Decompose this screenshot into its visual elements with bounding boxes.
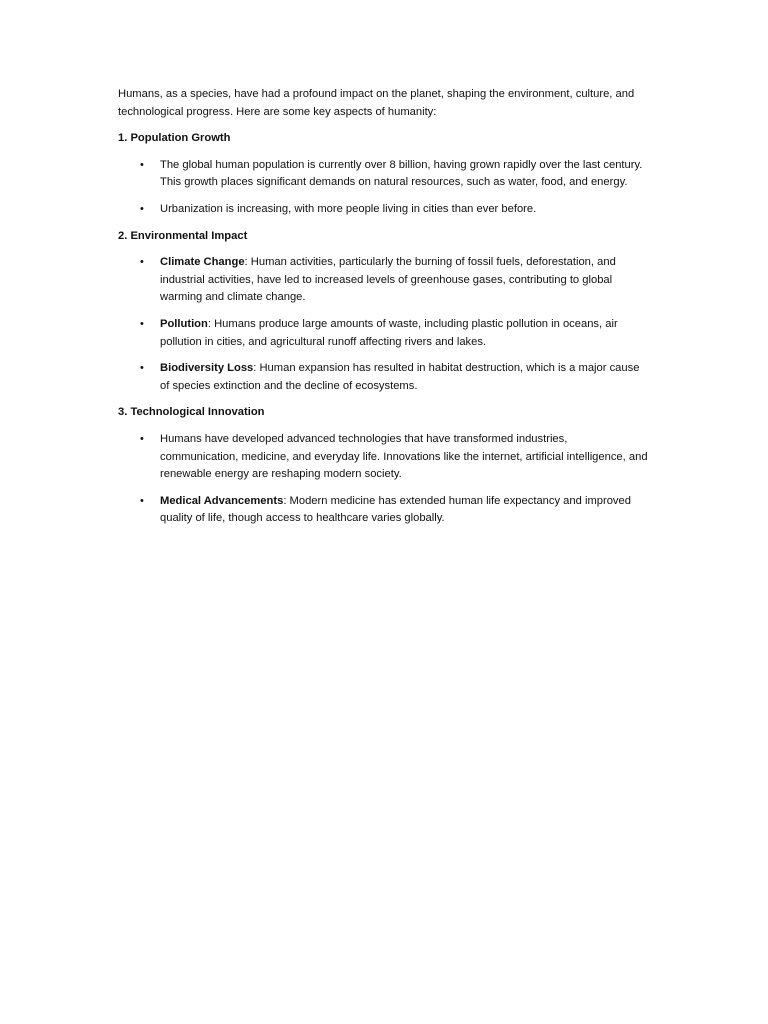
list-item-term: Biodiversity Loss (160, 362, 254, 375)
section-heading-technological-innovation: 3. Technological Innovation (118, 406, 265, 419)
list-item-term: Medical Advancements (160, 494, 284, 507)
bullet-list-population-growth (118, 157, 648, 219)
list-item-text: : Modern medicine has extended human life expectancy and improved quality of life, though access to healthcare varies globally. (160, 494, 631, 525)
list-item-term: Climate Change (160, 256, 245, 269)
list-item-text: : Human expansion has resulted in habitat destruction, which is a major cause of species extinction and the decline of ecosystems. (160, 362, 640, 392)
bullet-icon: • (140, 202, 144, 215)
section-heading-environmental-impact: 2. Environmental Impact (118, 229, 248, 242)
list-item (118, 493, 648, 528)
list-item (118, 254, 648, 307)
list-item-text: Urbanization is increasing, with more people living in cities than ever before. (160, 202, 537, 215)
list-item (118, 201, 648, 219)
bullet-icon: • (140, 494, 144, 507)
list-item (118, 157, 648, 192)
list-item-term: Pollution (160, 317, 208, 330)
list-item (118, 431, 648, 484)
bullet-list-technological-innovation (118, 431, 648, 528)
bullet-icon: • (140, 432, 144, 445)
list-item-text: Humans have developed advanced technologies that have transformed industries, communication, medicine, and everyday life. Innovations like the internet, artificial intelligence, and renewable energy are reshaping modern society. (160, 432, 648, 481)
bullet-icon: • (140, 362, 144, 375)
list-item (118, 360, 648, 395)
intro-paragraph: Humans, as a species, have had a profound impact on the planet, shaping the environment, culture, and technological progress. Here are some key aspects of humanity: (118, 88, 635, 118)
list-item-text: : Humans produce large amounts of waste, including plastic pollution in oceans, air pollution in cities, and agricultural runoff affecting rivers and lakes. (160, 317, 618, 348)
list-item-text: : Human activities, particularly the burning of fossil fuels, deforestation, and industrial activities, have led to increased levels of greenhouse gases, contributing to global warming and climate change. (160, 256, 616, 304)
document-page (118, 86, 648, 537)
list-item-text: The global human population is currently over 8 billion, having grown rapidly over the last century. This growth places significant demands on natural resources, such as water, food, and energy. (160, 158, 643, 189)
bullet-icon: • (140, 317, 144, 330)
section-heading-population-growth: 1. Population Growth (118, 132, 231, 145)
bullet-list-environmental-impact (118, 254, 648, 395)
list-item (118, 316, 648, 351)
bullet-icon: • (140, 158, 144, 171)
bullet-icon: • (140, 256, 144, 269)
